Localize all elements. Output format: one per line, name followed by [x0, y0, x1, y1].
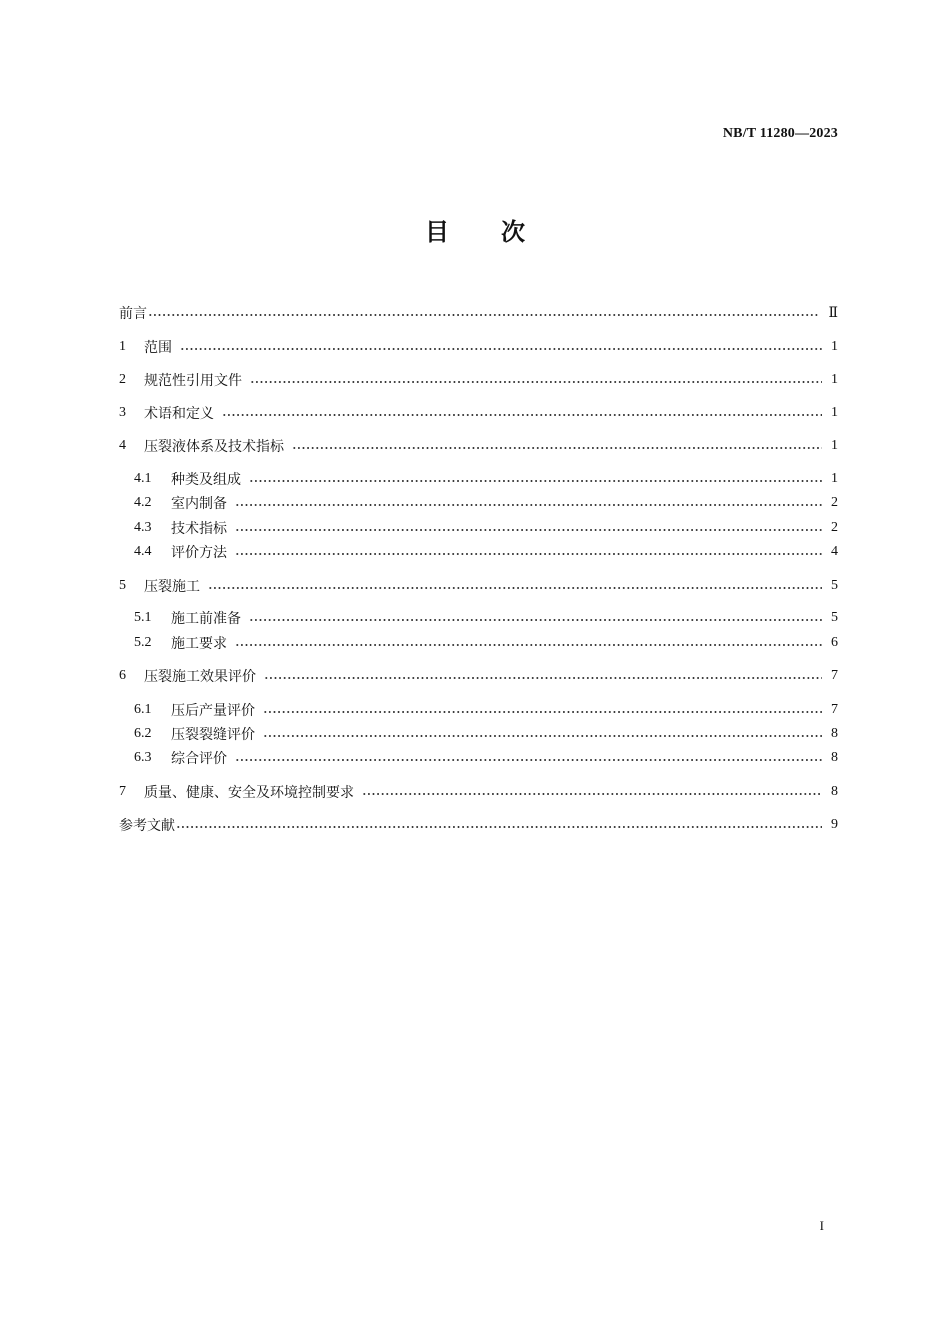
- toc-entry-page: 8: [831, 726, 838, 741]
- toc-entry[interactable]: [119, 403, 838, 423]
- toc-entry[interactable]: [119, 303, 838, 323]
- toc-entry-page: 1: [831, 372, 838, 387]
- toc-entry-label: 施工要求: [171, 636, 227, 652]
- toc-entry-label: 压裂液体系及技术指标: [144, 439, 284, 455]
- toc-entry-number: 4.1: [134, 471, 152, 486]
- toc-leader-dots: [235, 529, 822, 531]
- toc-leader-dots: [264, 677, 822, 679]
- toc-entry-label: 压后产量评价: [171, 703, 255, 719]
- toc-entry-number: 5.1: [134, 610, 152, 625]
- toc-entry-page: 1: [831, 339, 838, 354]
- toc-entry-page: 2: [831, 495, 838, 510]
- toc-entry-label: 压裂施工: [144, 579, 200, 595]
- table-of-contents: [119, 0, 838, 1333]
- toc-subentry[interactable]: [134, 542, 838, 562]
- toc-entry-page: 1: [831, 438, 838, 453]
- toc-entry-page: 8: [831, 784, 838, 799]
- page-number: I: [819, 1218, 824, 1233]
- toc-subentry[interactable]: [134, 700, 838, 720]
- toc-leader-dots: [176, 826, 822, 828]
- toc-leader-dots: [148, 314, 820, 316]
- toc-entry[interactable]: [119, 337, 838, 357]
- toc-entry-page: 6: [831, 635, 838, 650]
- toc-entry[interactable]: [119, 370, 838, 390]
- page-title-char-2: 次: [501, 218, 525, 246]
- toc-entry-page: 7: [831, 668, 838, 683]
- toc-entry-page: 5: [831, 578, 838, 593]
- toc-entry-page: 9: [831, 817, 838, 832]
- toc-leader-dots: [263, 735, 822, 737]
- page-title-char-1: 目: [425, 218, 449, 246]
- toc-entry-page: Ⅱ: [828, 305, 838, 321]
- toc-entry-label: 评价方法: [171, 545, 227, 561]
- toc-entry-page: 1: [831, 471, 838, 486]
- toc-entry-label: 质量、健康、安全及环境控制要求: [144, 785, 354, 801]
- toc-entry-page: 7: [831, 702, 838, 717]
- toc-entry[interactable]: [119, 815, 838, 835]
- toc-subentry[interactable]: [134, 748, 838, 768]
- toc-entry-page: 4: [831, 544, 838, 559]
- toc-leader-dots: [362, 793, 822, 795]
- toc-entry-number: 5: [119, 578, 126, 593]
- toc-subentry[interactable]: [134, 608, 838, 628]
- toc-leader-dots: [208, 587, 822, 589]
- toc-entry-label: 室内制备: [171, 496, 227, 512]
- toc-leader-dots: [235, 553, 822, 555]
- toc-entry-label: 前言: [119, 306, 147, 322]
- toc-entry[interactable]: [119, 436, 838, 456]
- toc-entry-number: 6: [119, 668, 126, 683]
- toc-entry-label: 压裂裂缝评价: [171, 727, 255, 743]
- toc-entry-page: 5: [831, 610, 838, 625]
- toc-entry-number: 4: [119, 438, 126, 453]
- toc-leader-dots: [263, 711, 822, 713]
- toc-leader-dots: [235, 759, 822, 761]
- toc-entry-label: 种类及组成: [171, 472, 241, 488]
- toc-entry-number: 6.3: [134, 750, 152, 765]
- toc-entry-label: 术语和定义: [144, 406, 214, 422]
- toc-subentry[interactable]: [134, 518, 838, 538]
- toc-entry-label: 施工前准备: [171, 611, 241, 627]
- toc-leader-dots: [249, 619, 822, 621]
- toc-subentry[interactable]: [134, 493, 838, 513]
- toc-entry-label: 规范性引用文件: [144, 373, 242, 389]
- toc-entry-number: 5.2: [134, 635, 152, 650]
- toc-subentry[interactable]: [134, 469, 838, 489]
- toc-entry[interactable]: [119, 782, 838, 802]
- toc-entry-number: 6.2: [134, 726, 152, 741]
- toc-entry-number: 6.1: [134, 702, 152, 717]
- toc-leader-dots: [292, 447, 822, 449]
- toc-leader-dots: [250, 381, 822, 383]
- toc-entry-number: 4.3: [134, 520, 152, 535]
- toc-subentry[interactable]: [134, 633, 838, 653]
- toc-entry-number: 1: [119, 339, 126, 354]
- toc-entry[interactable]: [119, 666, 838, 686]
- document-code: NB/T 11280—2023: [722, 126, 838, 141]
- toc-entry-page: 1: [831, 405, 838, 420]
- toc-leader-dots: [222, 414, 822, 416]
- toc-leader-dots: [235, 504, 822, 506]
- toc-leader-dots: [235, 644, 822, 646]
- toc-entry-number: 3: [119, 405, 126, 420]
- toc-leader-dots: [249, 480, 822, 482]
- toc-entry-page: 8: [831, 750, 838, 765]
- toc-entry-label: 技术指标: [171, 521, 227, 537]
- toc-entry-number: 4.4: [134, 544, 152, 559]
- toc-entry-label: 综合评价: [171, 751, 227, 767]
- toc-entry-label: 范围: [144, 340, 172, 356]
- toc-leader-dots: [180, 348, 822, 350]
- toc-entry-label: 压裂施工效果评价: [144, 669, 256, 685]
- toc-entry[interactable]: [119, 576, 838, 596]
- toc-entry-label: 参考文献: [119, 818, 175, 834]
- toc-entry-page: 2: [831, 520, 838, 535]
- toc-entry-number: 4.2: [134, 495, 152, 510]
- toc-entry-number: 2: [119, 372, 126, 387]
- toc-entry-number: 7: [119, 784, 126, 799]
- toc-subentry[interactable]: [134, 724, 838, 744]
